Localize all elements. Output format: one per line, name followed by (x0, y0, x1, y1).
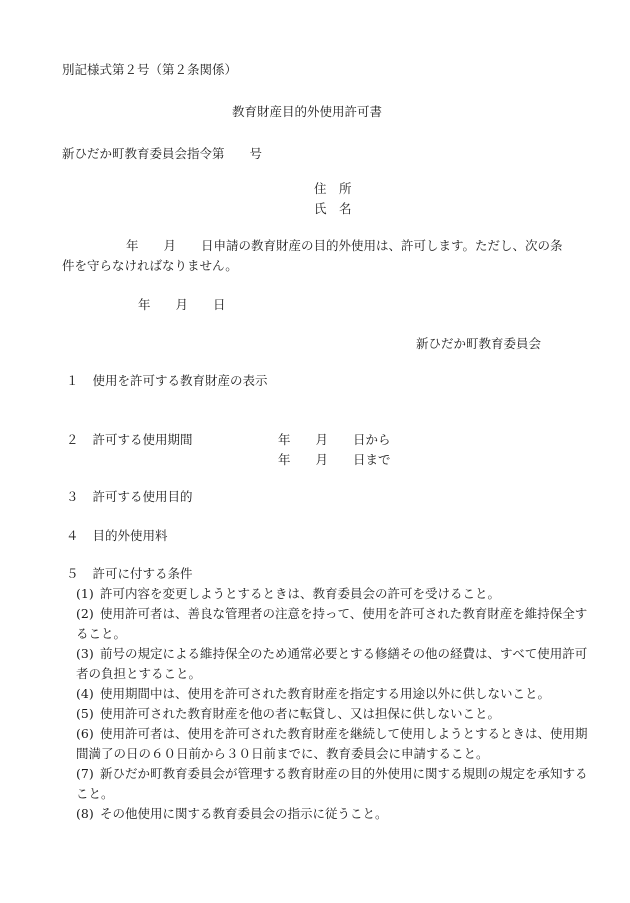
form-label: 別記様式第２号（第２条関係） (62, 62, 238, 77)
name-label: 氏 名 (314, 201, 352, 216)
section-4-number: ４ (66, 528, 79, 543)
issue-date: 年 月 日 (138, 297, 226, 312)
condition-text: 使用許可者は、使用を許可された教育財産を継続して使用しようとするときは、使用期間満了の日の６０日前から３０日前までに、教育委員会に申請すること。 (76, 726, 588, 761)
condition-item (76, 704, 596, 724)
section-1 (66, 373, 268, 389)
section-1-number: １ (66, 373, 79, 388)
condition-text: 使用期間中は、使用を許可された教育財産を指定する用途以外に供しないこと。 (100, 686, 551, 701)
condition-item (76, 644, 596, 684)
condition-text: 使用許可された教育財産を他の者に転貸し、又は担保に供しないこと。 (100, 706, 501, 721)
condition-number: (2) (76, 606, 94, 621)
condition-text: 使用許可者は、善良な管理者の注意を持って、使用を許可された教育財産を維持保全すること。 (76, 606, 588, 641)
condition-number: (7) (76, 766, 94, 781)
section-4 (66, 528, 168, 544)
condition-number: (1) (76, 586, 94, 601)
condition-text: 新ひだか町教育委員会が管理する教育財産の目的外使用に関する規則の規定を承知すること。 (76, 766, 588, 801)
condition-item (76, 764, 596, 804)
section-2-number: ２ (66, 432, 79, 447)
document-title: 教育財産目的外使用許可書 (232, 104, 383, 119)
section-3-label: 許可する使用目的 (92, 489, 193, 504)
section-3 (66, 489, 193, 505)
address-label: 住 所 (314, 181, 352, 196)
section-5-number: ５ (66, 566, 79, 581)
order-number: 新ひだか町教育委員会指令第 号 (62, 146, 263, 161)
condition-item (76, 684, 596, 704)
condition-text: 前号の規定による維持保全のため通常必要とする修繕その他の経費は、すべて使用許可者の負担とすること。 (76, 646, 588, 681)
condition-item (76, 604, 596, 644)
section-4-label: 目的外使用料 (92, 528, 168, 543)
period-to: 年 月 日まで (278, 452, 391, 467)
condition-number: (8) (76, 806, 94, 821)
section-3-number: ３ (66, 489, 79, 504)
condition-item (76, 584, 596, 604)
condition-number: (5) (76, 706, 94, 721)
condition-number: (4) (76, 686, 94, 701)
period-from: 年 月 日から (278, 432, 391, 447)
issuer-name: 新ひだか町教育委員会 (416, 336, 542, 351)
condition-number: (6) (76, 726, 94, 741)
section-1-label: 使用を許可する教育財産の表示 (92, 373, 268, 388)
statement-line-1: 年 月 日申請の教育財産の目的外使用は、許可します。ただし、次の条 (126, 238, 563, 253)
statement-line-2: 件を守らなければなりません。 (62, 258, 238, 273)
section-5-label: 許可に付する条件 (92, 566, 193, 581)
condition-item (76, 804, 596, 824)
condition-number: (3) (76, 646, 94, 661)
section-2 (66, 432, 193, 448)
condition-item (76, 724, 596, 764)
condition-text: 許可内容を変更しようとするときは、教育委員会の許可を受けること。 (100, 586, 501, 601)
condition-text: その他使用に関する教育委員会の指示に従うこと。 (100, 806, 388, 821)
section-5 (66, 566, 193, 582)
section-2-label: 許可する使用期間 (92, 432, 193, 447)
